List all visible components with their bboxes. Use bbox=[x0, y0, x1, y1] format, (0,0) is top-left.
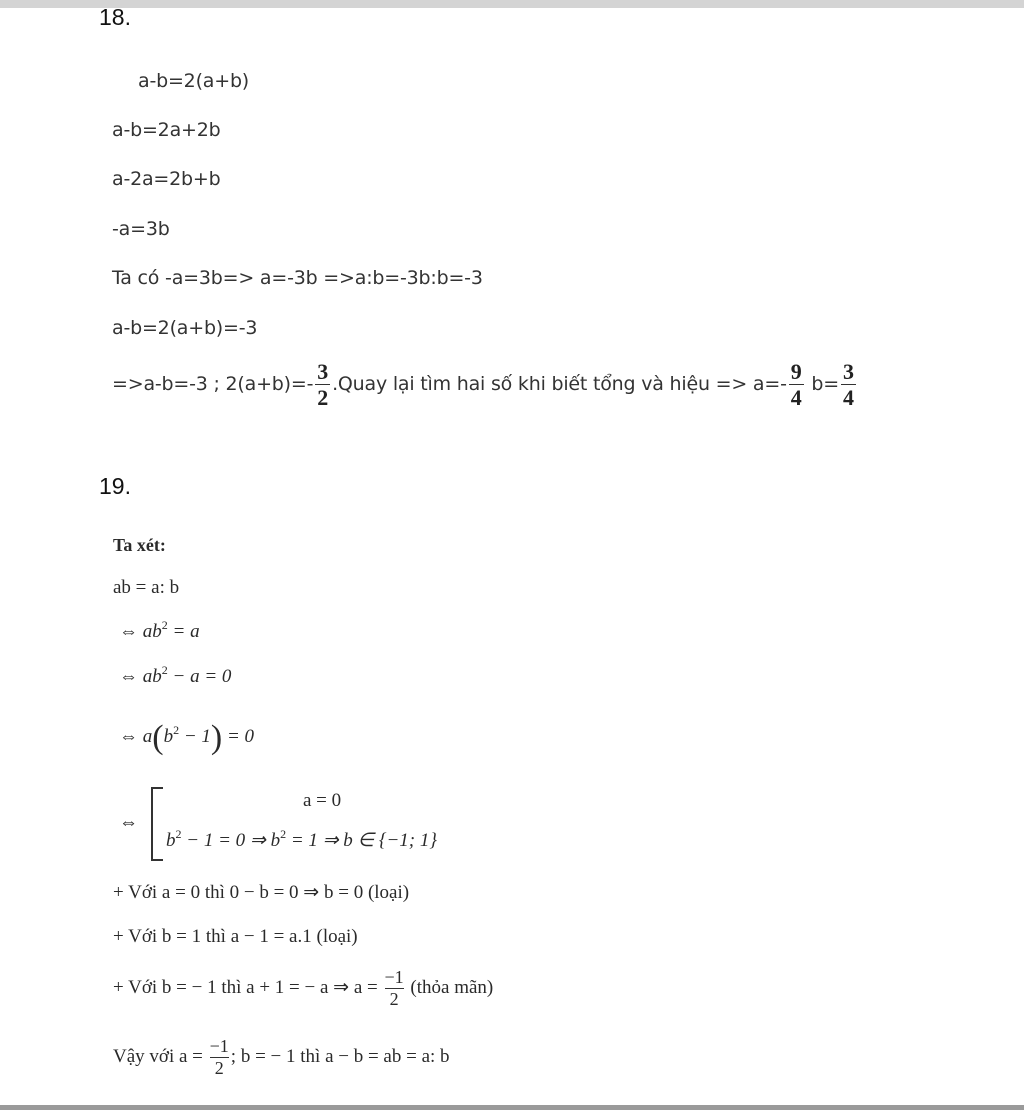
exponent: 2 bbox=[161, 663, 168, 677]
case-b-minus-one-result: (thỏa mãn) bbox=[405, 976, 494, 998]
eq-2-left: ⇔ ab bbox=[119, 621, 162, 642]
eq-4-left: ⇔ a bbox=[119, 726, 153, 747]
top-border bbox=[0, 0, 1024, 8]
p19-eq-3 bbox=[119, 663, 232, 688]
p19-case-b-one: + Với b = 1 thì a − 1 = a.1 (loại) bbox=[113, 926, 358, 947]
p19-eq-4 bbox=[119, 719, 254, 757]
p19-case-a-zero: + Với a = 0 thì 0 − b = 0 ⇒ b = 0 (loại) bbox=[113, 882, 410, 903]
right-paren: ) bbox=[210, 719, 223, 756]
fraction-denominator: 2 bbox=[389, 988, 399, 1009]
eq-3-right: − a = 0 bbox=[167, 666, 232, 687]
p18-line-6: a-b=2(a+b)=-3 bbox=[112, 317, 258, 339]
fraction-numerator: 9 bbox=[790, 359, 802, 384]
fraction-numerator: −1 bbox=[384, 967, 404, 987]
p18-line-7 bbox=[112, 360, 858, 409]
p18-line-2: a-b=2a+2b bbox=[112, 119, 221, 141]
p19-case-1: a = 0 bbox=[303, 790, 342, 811]
eq-2-right: = a bbox=[167, 621, 200, 642]
problem-19-number: 19. bbox=[99, 473, 131, 499]
exponent: 2 bbox=[280, 827, 287, 841]
exponent: 2 bbox=[175, 827, 182, 841]
case-b-minus-one-text: + Với b = − 1 thì a + 1 = − a ⇒ a = bbox=[113, 976, 383, 998]
fraction-numerator: 3 bbox=[842, 359, 854, 384]
eq-4-mid: − 1 bbox=[179, 726, 211, 747]
bottom-border bbox=[0, 1105, 1024, 1110]
p19-eq-2 bbox=[119, 618, 200, 643]
conclusion-text: Vậy với a = bbox=[113, 1045, 208, 1067]
problem-18-number: 18. bbox=[99, 4, 131, 30]
fraction-minus-1-2 bbox=[210, 1037, 229, 1078]
exponent: 2 bbox=[173, 723, 180, 737]
p19-case-symbol: ⇔ bbox=[119, 812, 138, 833]
eq-3-left: ⇔ ab bbox=[119, 666, 162, 687]
case-2-mid: − 1 = 0 ⇒ b bbox=[181, 830, 281, 851]
p19-conclusion bbox=[113, 1037, 450, 1078]
p19-eq-1: ab = a: b bbox=[113, 577, 180, 598]
eq-4-base: b bbox=[163, 726, 174, 747]
p18-line-3: a-2a=2b+b bbox=[112, 168, 221, 190]
fraction-3-4 bbox=[841, 360, 856, 409]
fraction-numerator: −1 bbox=[209, 1036, 229, 1056]
p18-line-4: -a=3b bbox=[112, 218, 170, 240]
fraction-minus-1-2 bbox=[385, 968, 404, 1009]
fraction-denominator: 4 bbox=[842, 385, 854, 411]
fraction-denominator: 2 bbox=[214, 1057, 224, 1078]
exponent: 2 bbox=[161, 618, 168, 632]
fraction-3-2 bbox=[315, 360, 330, 409]
left-paren: ( bbox=[152, 719, 164, 756]
fraction-numerator: 3 bbox=[317, 359, 329, 384]
fraction-denominator: 4 bbox=[790, 385, 802, 411]
p19-case-2 bbox=[166, 829, 437, 852]
fraction-denominator: 2 bbox=[317, 385, 329, 411]
case-2-base: b bbox=[166, 830, 176, 851]
p19-case-b-minus-one bbox=[113, 968, 493, 1009]
p18-line-7-part2: .Quay lại tìm hai số khi biết tổng và hiệu => a=- bbox=[332, 373, 787, 396]
p18-line-7-part3: b= bbox=[805, 373, 839, 396]
conclusion-result: ; b = − 1 thì a − b = ab = a: b bbox=[230, 1045, 450, 1067]
case-bracket bbox=[151, 787, 163, 861]
case-2-right: = 1 ⇒ b ∈ {−1; 1} bbox=[286, 830, 437, 851]
p18-line-7-part1: =>a-b=-3 ; 2(a+b)=- bbox=[112, 373, 314, 396]
p18-line-5: Ta có -a=3b=> a=-3b =>a:b=-3b:b=-3 bbox=[112, 267, 483, 289]
p19-heading: Ta xét: bbox=[113, 535, 166, 555]
fraction-9-4 bbox=[789, 360, 804, 409]
p18-line-1: a-b=2(a+b) bbox=[138, 70, 250, 92]
eq-4-right: = 0 bbox=[222, 726, 255, 747]
